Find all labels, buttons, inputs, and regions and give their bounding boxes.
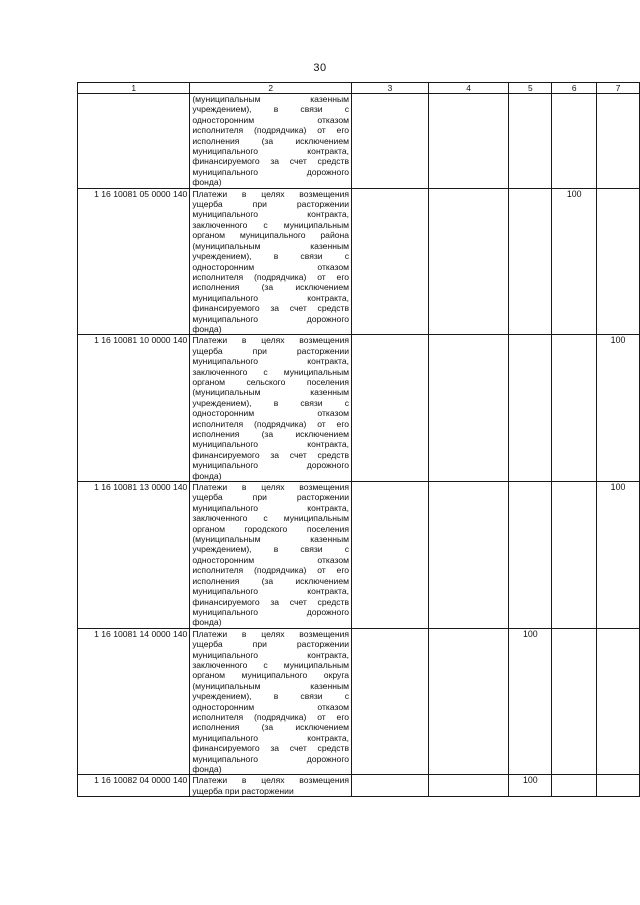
value-cell-col3 <box>352 335 429 482</box>
description-line: (муниципальным казенным <box>192 387 350 398</box>
table-row <box>78 188 640 335</box>
budget-code-cell: 1 16 10081 14 0000 140 <box>78 628 190 775</box>
description-line: односторонним отказом <box>192 261 350 272</box>
header-col-4: 4 <box>428 83 509 94</box>
description-cell <box>190 775 352 797</box>
description-line: финансируемого за счет средств <box>192 596 350 607</box>
description-line: муниципального контракта, <box>192 292 350 303</box>
budget-code-cell <box>78 94 190 189</box>
description-line: муниципального контракта, <box>192 146 350 157</box>
description-cell <box>190 188 352 335</box>
table-row <box>78 482 640 629</box>
description-line: Платежи в целях возмещения <box>192 628 350 639</box>
header-col-6: 6 <box>552 83 597 94</box>
description-line: муниципального дорожного <box>192 753 350 764</box>
description-line: муниципального контракта, <box>192 439 350 450</box>
description-line: учреждением), в связи с <box>192 397 350 408</box>
description-line: Платежи в целях возмещения <box>192 188 350 199</box>
description-line: односторонним отказом <box>192 114 350 125</box>
value-cell-col6 <box>552 628 597 775</box>
description-cell <box>190 335 352 482</box>
budget-code-cell: 1 16 10081 05 0000 140 <box>78 188 190 335</box>
description-line: исполнения (за исключением <box>192 135 350 146</box>
description-line: фонда) <box>192 323 222 334</box>
description-line: ущерба при расторжении <box>192 199 350 210</box>
description-line: исполнения (за исключением <box>192 575 350 586</box>
value-cell-col3 <box>352 94 429 189</box>
value-cell-col4 <box>428 94 509 189</box>
value-cell-col4 <box>428 335 509 482</box>
description-line: (муниципальным казенным <box>192 94 350 104</box>
description-line: муниципального контракта, <box>192 649 350 660</box>
description-line: (муниципальным казенным <box>192 680 350 691</box>
description-line: заключенного с муниципальным <box>192 513 350 524</box>
header-col-2: 2 <box>190 83 352 94</box>
description-line: фонда) <box>192 470 222 481</box>
description-line: заключенного с муниципальным <box>192 659 350 670</box>
description-line: финансируемого за счет средств <box>192 156 350 167</box>
description-line: исполнения (за исключением <box>192 722 350 733</box>
description-line: муниципального дорожного <box>192 460 350 471</box>
description-line: органом муниципального района <box>192 230 350 241</box>
page-number: 30 <box>313 62 327 74</box>
description-line: фонда) <box>192 764 222 774</box>
budget-classification-table <box>77 82 640 797</box>
description-cell <box>190 482 352 629</box>
description-line: муниципального контракта, <box>192 502 350 513</box>
table-header-row <box>78 83 640 94</box>
table-row <box>78 94 640 189</box>
value-cell-col4 <box>428 188 509 335</box>
description-line: фонда) <box>192 177 222 188</box>
value-cell-col4 <box>428 482 509 629</box>
value-cell-col5 <box>509 188 552 335</box>
description-line: учреждением), в связи с <box>192 104 350 115</box>
budget-code-cell: 1 16 10082 04 0000 140 <box>78 775 190 797</box>
description-cell <box>190 628 352 775</box>
value-cell-col6 <box>552 94 597 189</box>
description-line: ущерба при расторжении <box>192 492 350 503</box>
description-line: органом муниципального округа <box>192 670 350 681</box>
description-line: муниципального дорожного <box>192 313 350 324</box>
description-line: Платежи в целях возмещения <box>192 775 350 786</box>
header-col-3: 3 <box>352 83 429 94</box>
description-line: муниципального контракта, <box>192 209 350 220</box>
description-line: (муниципальным казенным <box>192 240 350 251</box>
description-line: ущерба при расторжении <box>192 639 350 650</box>
description-line: односторонним отказом <box>192 701 350 712</box>
value-cell-col6 <box>552 775 597 797</box>
description-line: муниципального дорожного <box>192 166 350 177</box>
description-line: муниципального контракта, <box>192 356 350 367</box>
value-cell-col7 <box>597 775 640 797</box>
value-cell-col3 <box>352 482 429 629</box>
budget-code-cell: 1 16 10081 13 0000 140 <box>78 482 190 629</box>
value-cell-col5 <box>509 94 552 189</box>
description-line: муниципального дорожного <box>192 606 350 617</box>
value-cell-col6 <box>552 335 597 482</box>
description-line: муниципального контракта, <box>192 586 350 597</box>
description-line: финансируемого за счет средств <box>192 303 350 314</box>
description-line: исполнителя (подрядчика) от его <box>192 711 350 722</box>
description-line: исполнителя (подрядчика) от его <box>192 565 350 576</box>
table-row <box>78 775 640 797</box>
description-line: фонда) <box>192 617 222 628</box>
description-line: (муниципальным казенным <box>192 534 350 545</box>
description-line: финансируемого за счет средств <box>192 449 350 460</box>
description-line: Платежи в целях возмещения <box>192 335 350 346</box>
value-cell-col7: 100 <box>597 482 640 629</box>
description-line: односторонним отказом <box>192 408 350 419</box>
value-cell-col7: 100 <box>597 335 640 482</box>
value-cell-col5: 100 <box>509 628 552 775</box>
table-row <box>78 628 640 775</box>
description-line: исполнителя (подрядчика) от его <box>192 271 350 282</box>
value-cell-col3 <box>352 775 429 797</box>
value-cell-col5 <box>509 335 552 482</box>
description-line: муниципального контракта, <box>192 732 350 743</box>
value-cell-col6 <box>552 482 597 629</box>
description-cell <box>190 94 352 189</box>
value-cell-col3 <box>352 628 429 775</box>
description-line: исполнителя (подрядчика) от его <box>192 418 350 429</box>
value-cell-col6: 100 <box>552 188 597 335</box>
description-line: Платежи в целях возмещения <box>192 482 350 493</box>
description-line: финансируемого за счет средств <box>192 743 350 754</box>
table-body <box>78 94 640 797</box>
header-col-7: 7 <box>597 83 640 94</box>
table-row <box>78 335 640 482</box>
header-col-1: 1 <box>78 83 190 94</box>
value-cell-col7 <box>597 188 640 335</box>
budget-code-cell: 1 16 10081 10 0000 140 <box>78 335 190 482</box>
description-line: учреждением), в связи с <box>192 691 350 702</box>
value-cell-col7 <box>597 94 640 189</box>
description-line: ущерба при расторжении <box>192 785 294 796</box>
description-line: заключенного с муниципальным <box>192 366 350 377</box>
value-cell-col7 <box>597 628 640 775</box>
value-cell-col4 <box>428 628 509 775</box>
description-line: учреждением), в связи с <box>192 251 350 262</box>
header-col-5: 5 <box>509 83 552 94</box>
description-line: исполнения (за исключением <box>192 282 350 293</box>
description-line: односторонним отказом <box>192 554 350 565</box>
value-cell-col5: 100 <box>509 775 552 797</box>
description-line: учреждением), в связи с <box>192 544 350 555</box>
value-cell-col5 <box>509 482 552 629</box>
value-cell-col3 <box>352 188 429 335</box>
description-line: заключенного с муниципальным <box>192 219 350 230</box>
description-line: ущерба при расторжении <box>192 345 350 356</box>
description-line: исполнения (за исключением <box>192 429 350 439</box>
value-cell-col4 <box>428 775 509 797</box>
description-line: исполнителя (подрядчика) от его <box>192 125 350 136</box>
description-line: органом городского поселения <box>192 523 350 534</box>
description-line: органом сельского поселения <box>192 376 350 387</box>
